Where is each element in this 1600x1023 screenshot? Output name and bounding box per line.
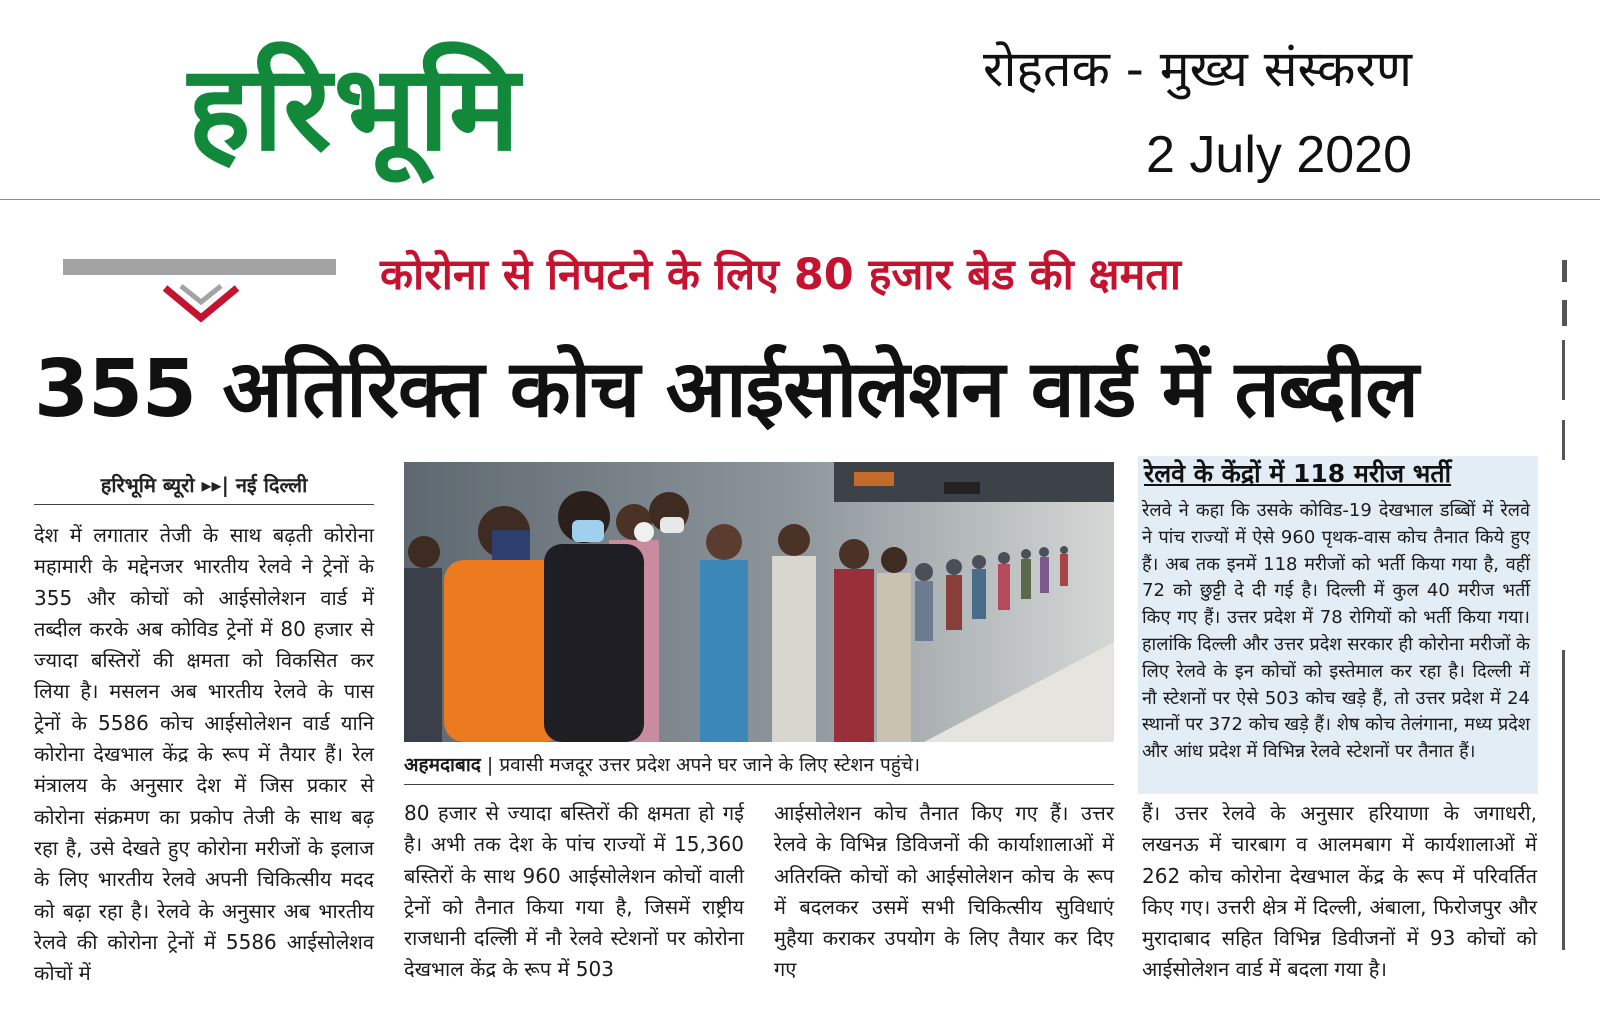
photo-caption xyxy=(404,748,1114,785)
masthead xyxy=(0,0,1600,200)
edition-date: 2 July 2020 xyxy=(1146,126,1412,184)
sidebar-box xyxy=(1138,456,1538,794)
sidebar-title: रेलवे के केंद्रों में 118 मरीज भर्ती xyxy=(1144,459,1452,488)
adjacent-article-edge xyxy=(1562,250,1570,990)
main-headline: 355 अतिरिक्त कोच आईसोलेशन वार्ड में तब्दील xyxy=(34,343,1418,435)
article-column-4: हैं। उत्तर रेलवे के अनुसार हरियाणा के जगाधरी, लखनऊ में चारबाग व आलमबाग में कार्यशालाओं में 262 कोच कोरोना देखभाल केंद्र के रूप में परिवर्तित किए गए। उत्तरी क्षेत्र में दिल्ली, अंबाला, फिरोजपुर और मुरादाबाद सहित विभिन्न डिवीजनों में 93 कोचों को आईसोलेशन वार्ड में बदला गया है। xyxy=(1142,801,1537,982)
caption-separator: | xyxy=(480,754,500,776)
edge-text-fragment xyxy=(1562,340,1565,400)
edge-text-fragment xyxy=(1562,300,1567,326)
caption-text: प्रवासी मजदूर उत्तर प्रदेश अपने घर जाने के लिए स्टेशन पहुंचे। xyxy=(499,754,921,776)
article-column-1: देश में लगातार तेजी के साथ बढ़ती कोरोना महामारी के मद्देनजर भारतीय रेलवे ने ट्रेनों के 355 और कोचों को आईसोलेशन वार्ड में तब्दील करके अब कोविड ट्रेनों में 80 हजार से ज्यादा बस्तिरों की क्षमता को विकसित कर लिया है। मसलन अब भारतीय रेलवे के पास ट्रेनों के 5586 कोच आईसोलेशन वार्ड यानि कोरोना देखभाल केंद्र के रूप में तैयार हैं। रेल मंत्रालय के अनुसार देश में जिस प्रकार से कोरोना संक्रमण का प्रकोप तेजी के साथ बढ़ रहा है, उसे देखते हुए कोरोना मरीजों के इलाज के लिए भारतीय रेलवे अपनी चिकित्सीय मदद को बढ़ा रहा है। रेलवे के अनुसार अब भारतीय रेलवे की कोरोना ट्रेनों में 5586 आईसोलेशव कोचों में xyxy=(34,523,374,986)
news-photo xyxy=(404,462,1114,742)
caption-place: अहमदाबाद xyxy=(404,754,481,776)
article-column-3: आईसोलेशन कोच तैनात किए गए हैं। उत्तर रेलवे के विभिन्न डिविजनों की कार्याशालाओं में अतिरक्ति कोचों को आईसोलेशन कोच के रूप में बदलकर उसमें सभी चिकित्सीय सुविधाएं मुहैया कराकर उपयोग के लिए तैयार कर दिए गए xyxy=(774,801,1114,982)
edition-name: रोहतक - मुख्य संस्करण xyxy=(983,40,1412,98)
edge-text-fragment xyxy=(1562,260,1567,282)
chevron-down-icon xyxy=(161,284,241,324)
kicker-bar xyxy=(63,259,336,275)
sidebar-text: रेलवे ने कहा कि उसके कोविड-19 देखभाल डब्बिों में रेलवे ने पांच राज्यों में ऐसे 960 पृथक-वास कोच तैनात किये हुए हैं। अब तक इनमें 118 मरीजों को भर्ती किया गया है, वहीं 72 को छुट्टी दे दी गई है। दिल्ली में कुल 40 मरीज भर्ती किए गए हैं। उत्तर प्रदेश में 78 रोगियों को भर्ती किया गया। हालांकि दिल्ली और उत्तर प्रदेश सरकार ही कोरोना मरीजों के लिए रेलवे के इन कोचों को इस्तेमाल कर रहा है। दिल्ली में नौ स्टेशनों पर ऐसे 503 कोच खड़े हैं, तो उत्तर प्रदेश में 24 स्थानों पर 372 कोच खड़े हैं। शेष कोच तेलंगाना, मध्य प्रदेश और आंध प्रदेश में विभिन्न रेलवे स्टेशनों पर तैनात हैं। xyxy=(1142,500,1530,763)
masthead-divider xyxy=(0,199,1600,200)
article-column-2: 80 हजार से ज्यादा बस्तिरों की क्षमता हो गई है। अभी तक देश के पांच राज्यों में 15,360 बस्तिरों के साथ 960 आईसोलेशन कोचों वाली ट्रेनों को तैनात किया गया है, जिसमें राष्ट्रीय राजधानी दल्लिी में नौ रेलवे स्टेशनों पर कोरोना देखभाल केंद्र के रूप में 503 xyxy=(404,801,744,982)
newspaper-logo: हरिभूमि xyxy=(188,39,522,177)
crowd-photo-illustration xyxy=(404,462,1114,742)
edge-text-fragment xyxy=(1562,650,1565,950)
kicker-headline: कोरोना से निपटने के लिए 80 हजार बेड की क्षमता xyxy=(380,250,1181,300)
edge-text-fragment xyxy=(1562,420,1565,460)
byline: हरिभूमि ब्यूरो ▸▸| नई दिल्ली xyxy=(34,466,374,505)
